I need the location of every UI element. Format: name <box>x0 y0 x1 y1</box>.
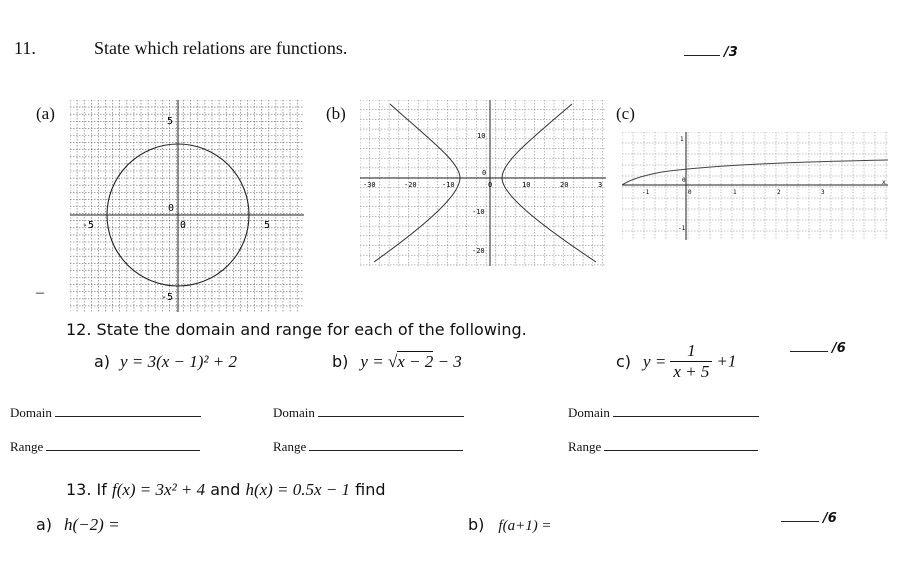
tick-label: 0 <box>488 181 493 189</box>
part-label: b) <box>468 515 485 534</box>
range-label: Range <box>10 439 44 454</box>
range-row-a <box>10 439 200 455</box>
range-answer-c[interactable] <box>604 439 758 451</box>
graph-a-label: (a) <box>36 104 55 123</box>
domain-answer-b[interactable] <box>318 405 464 417</box>
h-definition: h(x) = 0.5x − 1 <box>245 480 351 499</box>
q12-part-a <box>94 352 237 372</box>
hyperbola-right-branch <box>502 104 596 262</box>
q11-score: /3 <box>724 45 738 60</box>
part-label: a) <box>94 352 111 371</box>
tick-label: -1 <box>678 225 686 232</box>
q13-score: /6 <box>823 511 837 526</box>
graph-b-hyperbola <box>360 100 606 266</box>
equation-b-prefix: y = <box>360 352 388 371</box>
question-11-prompt: State which relations are functions. <box>94 38 348 58</box>
q12-part-b <box>332 352 462 372</box>
tick-label: x <box>882 179 886 186</box>
tick-label: -30 <box>363 181 376 189</box>
and-word: and <box>205 480 246 499</box>
numerator: 1 <box>670 341 712 362</box>
f-definition: f(x) = 3x² + 4 <box>111 480 206 499</box>
tick-label: 20 <box>560 181 569 189</box>
domain-row-a <box>10 405 201 421</box>
graph-c-label: (c) <box>616 104 635 123</box>
tick-label: 1 <box>680 136 684 143</box>
q13-prefix: 13. If <box>66 480 112 499</box>
tick-label: 3 <box>598 181 603 189</box>
q11-score-area <box>684 41 738 61</box>
tick-label: 10 <box>477 132 486 140</box>
range-answer-b[interactable] <box>309 439 463 451</box>
expression-a: h(−2) = <box>64 515 120 534</box>
tick-label: -10 <box>442 181 455 189</box>
graph-c-curve <box>622 132 888 240</box>
q12-part-c <box>616 341 736 382</box>
q12-score: /6 <box>832 341 846 356</box>
tick-label: 0 <box>482 169 487 177</box>
tick-label: 3 <box>821 189 825 196</box>
tick-label: 0 <box>168 203 175 214</box>
domain-label: Domain <box>568 405 610 420</box>
range-row-b <box>273 439 463 455</box>
expression-b: f(a+1) = <box>498 518 552 534</box>
domain-answer-c[interactable] <box>613 405 759 417</box>
part-label: c) <box>616 352 632 371</box>
part-label: b) <box>332 352 349 371</box>
tick-label: 1 <box>733 189 737 196</box>
tick-label: -20 <box>472 247 485 255</box>
part-label: a) <box>36 515 53 534</box>
domain-answer-a[interactable] <box>55 405 201 417</box>
radical-sign-icon: √ <box>387 352 398 371</box>
q12-score-area <box>790 339 846 357</box>
curve <box>622 160 888 185</box>
score-blank[interactable] <box>781 509 819 522</box>
question-13-heading <box>66 480 386 500</box>
dash-mark: – <box>36 284 44 301</box>
tick-label: -5 <box>82 220 95 231</box>
equation-c-prefix: y = <box>643 351 667 371</box>
tick-label: 0 <box>682 177 686 184</box>
score-blank[interactable] <box>790 339 828 352</box>
q13-part-b <box>468 515 552 535</box>
tick-label: 5 <box>264 220 271 231</box>
tick-label: -10 <box>472 208 485 216</box>
tick-label: 2 <box>777 189 781 196</box>
graph-b-label: (b) <box>326 104 346 123</box>
tick-label: -20 <box>404 181 417 189</box>
domain-label: Domain <box>273 405 315 420</box>
range-label: Range <box>568 439 602 454</box>
tick-label: -1 <box>642 189 650 196</box>
fraction <box>670 341 712 382</box>
range-label: Range <box>273 439 307 454</box>
tick-label: 10 <box>522 181 531 189</box>
tick-label: 0 <box>688 189 692 196</box>
tick-label: 0 <box>180 220 187 231</box>
q13-score-area <box>781 509 837 527</box>
equation-c-suffix: +1 <box>716 351 737 371</box>
range-row-c <box>568 439 758 455</box>
equation-a: y = 3(x − 1)² + 2 <box>120 352 237 371</box>
domain-row-b <box>273 405 464 421</box>
question-12-heading: 12. State the domain and range for each of the following. <box>66 320 527 339</box>
equation-b-radicand: x − 2 <box>397 352 434 371</box>
score-blank[interactable] <box>684 41 720 56</box>
tick-label: 5 <box>167 116 174 127</box>
range-answer-a[interactable] <box>46 439 200 451</box>
equation-b-suffix: − 3 <box>433 352 462 371</box>
question-number-11: 11. <box>14 38 36 58</box>
denominator: x + 5 <box>673 362 710 381</box>
find-word: find <box>350 480 386 499</box>
domain-label: Domain <box>10 405 52 420</box>
q13-part-a <box>36 515 120 535</box>
domain-row-c <box>568 405 759 421</box>
graph-a-circle <box>70 100 304 312</box>
tick-label: -5 <box>161 292 174 303</box>
